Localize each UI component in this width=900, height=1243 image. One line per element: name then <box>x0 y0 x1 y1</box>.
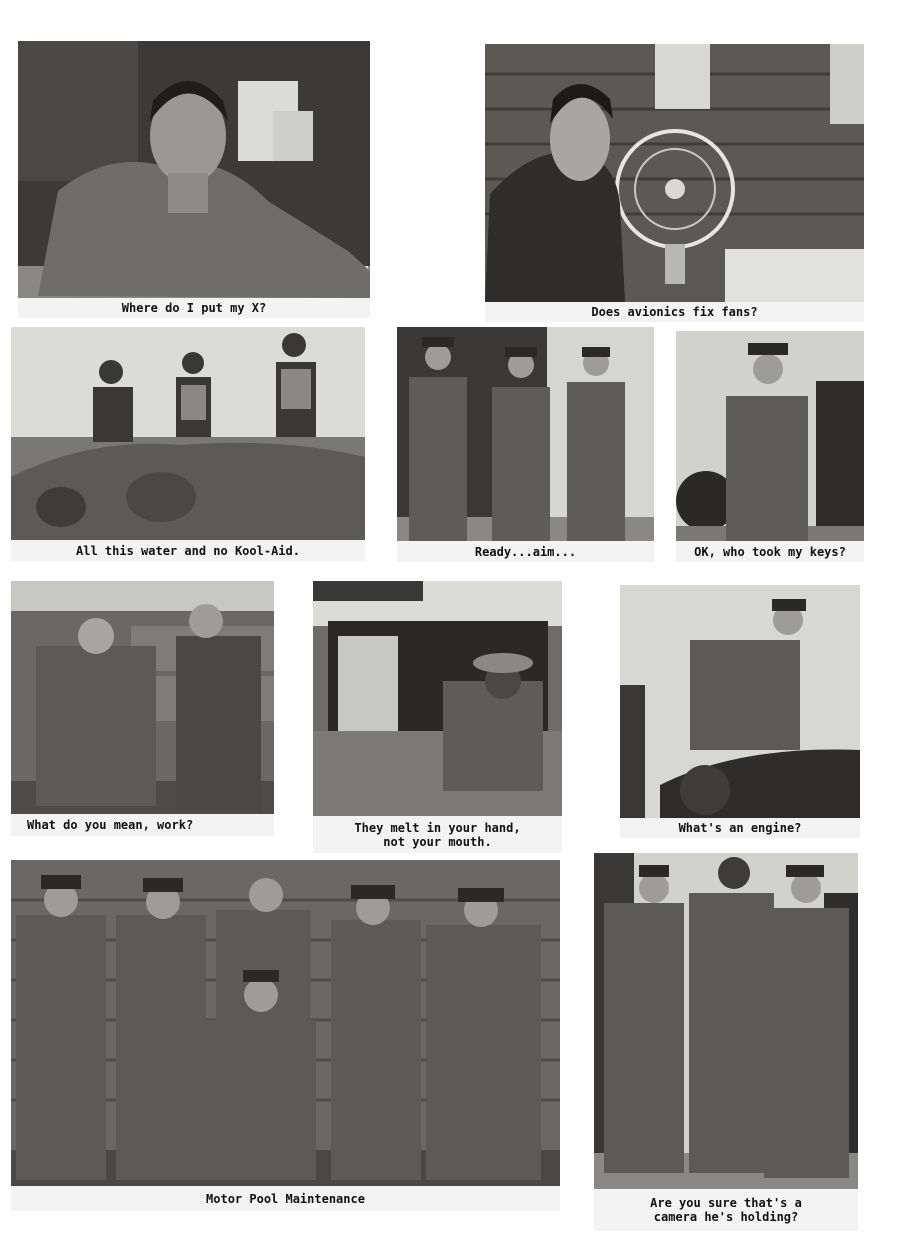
photo-three-soldiers <box>397 327 654 541</box>
caption-p8: What's an engine? <box>620 818 860 838</box>
caption-p7: They melt in your hand, not your mouth. <box>313 816 562 853</box>
caption-p1: Where do I put my X? <box>18 298 370 318</box>
photo-soldier-by-vehicle <box>676 331 864 541</box>
photo-soldier-in-truck <box>313 581 562 816</box>
photo-soldier-climbing <box>620 585 860 818</box>
photo-motor-pool-group <box>11 860 560 1186</box>
caption-p9: Motor Pool Maintenance <box>11 1186 560 1211</box>
caption-p6: What do you mean, work? <box>11 814 274 836</box>
caption-p4: Ready...aim... <box>397 541 654 562</box>
photo-two-soldiers-crates <box>11 581 274 814</box>
caption-p3: All this water and no Kool-Aid. <box>11 540 365 561</box>
caption-p10: Are you sure that's a camera he's holding? <box>594 1189 858 1231</box>
photo-man-at-desk <box>18 41 370 298</box>
photo-man-with-fan <box>485 44 864 302</box>
caption-p5: OK, who took my keys? <box>676 541 864 562</box>
photo-three-soldiers-vehicle <box>594 853 858 1189</box>
caption-p2: Does avionics fix fans? <box>485 302 864 322</box>
photo-men-on-vehicle <box>11 327 365 540</box>
